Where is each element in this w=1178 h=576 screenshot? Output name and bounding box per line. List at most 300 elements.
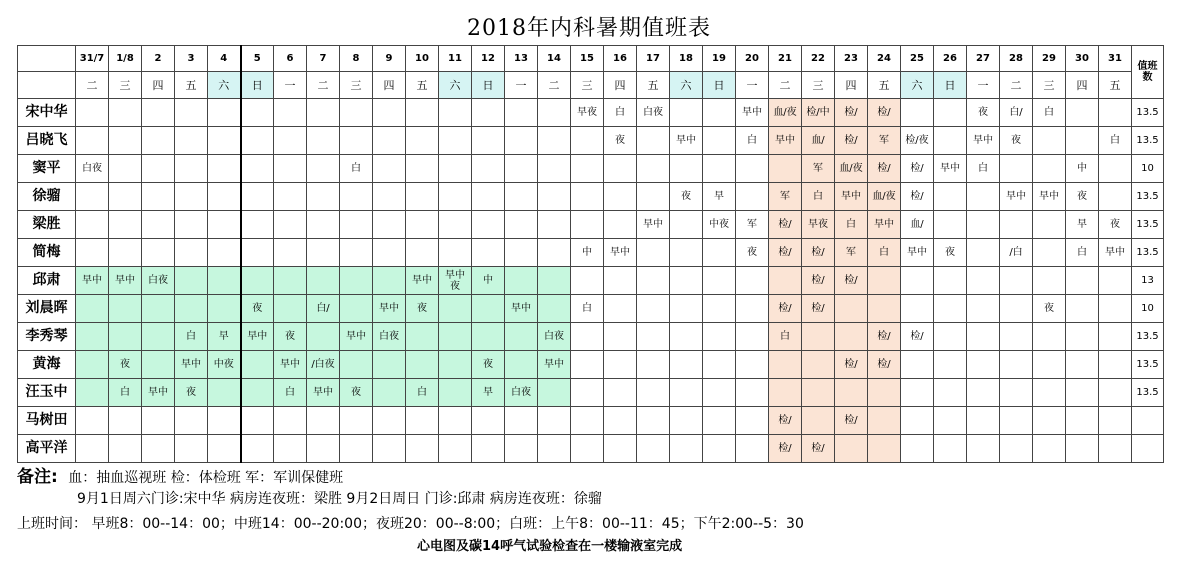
shift-cell — [142, 351, 175, 379]
shift-cell: 白 — [274, 379, 307, 407]
shift-cell — [901, 435, 934, 463]
notes-weekend-clinic: 9月1日周六门诊:宋中华 病房连夜班：梁胜 9月2日周日 门诊:邱肃 病房连夜班：徐骝 — [77, 491, 602, 507]
weekday-header-cell: 日 — [241, 72, 274, 99]
shift-cell — [571, 379, 604, 407]
weekday-header-cell: 二 — [1000, 72, 1033, 99]
staff-row — [18, 211, 1164, 239]
shift-cell: 检/ — [901, 323, 934, 351]
shift-cell — [439, 435, 472, 463]
shift-cell — [241, 351, 274, 379]
shift-cell: 中 — [472, 267, 505, 295]
date-header-cell: 13 — [505, 46, 538, 72]
shift-cell — [571, 407, 604, 435]
shift-cell — [1099, 351, 1132, 379]
shift-cell: 夜 — [406, 295, 439, 323]
shift-cell: 早中 — [637, 211, 670, 239]
shift-cell — [241, 267, 274, 295]
weekday-header-cell: 三 — [340, 72, 373, 99]
notes-shift-hours: 上班时间： 早班8：00--14：00；中班14：00--20:00；夜班20：00--8:00；白班：上午8：00--11：45；下午2:00--5：30 — [17, 516, 804, 532]
shift-cell — [340, 127, 373, 155]
shift-cell — [373, 99, 406, 127]
shift-cell: 白夜 — [505, 379, 538, 407]
shift-cell — [373, 379, 406, 407]
shift-cell — [373, 239, 406, 267]
staff-row — [18, 127, 1164, 155]
shift-cell: 白 — [1099, 127, 1132, 155]
shift-cell — [703, 407, 736, 435]
shift-cell — [934, 127, 967, 155]
shift-cell — [736, 155, 769, 183]
shift-cell: 白 — [109, 379, 142, 407]
shift-cell — [934, 211, 967, 239]
staff-name-cell: 李秀琴 — [18, 323, 76, 351]
shift-cell: 军 — [868, 127, 901, 155]
shift-cell — [901, 295, 934, 323]
shift-cell — [340, 407, 373, 435]
shift-cell: 夜 — [1000, 127, 1033, 155]
date-header-cell: 30 — [1066, 46, 1099, 72]
staff-name-cell: 宋中华 — [18, 99, 76, 127]
shift-cell: 夜 — [472, 351, 505, 379]
shift-cell — [604, 295, 637, 323]
shift-total-cell: 13.5 — [1132, 183, 1164, 211]
shift-cell: 白 — [406, 379, 439, 407]
shift-cell: 中夜 — [703, 211, 736, 239]
shift-cell: 白/ — [1000, 99, 1033, 127]
date-header-cell: 12 — [472, 46, 505, 72]
shift-cell — [175, 295, 208, 323]
weekday-header-cell: 日 — [472, 72, 505, 99]
shift-cell — [1033, 239, 1066, 267]
staff-name-cell: 梁胜 — [18, 211, 76, 239]
shift-cell — [802, 407, 835, 435]
shift-cell: 检/ — [802, 239, 835, 267]
weekday-header-cell: 六 — [439, 72, 472, 99]
shift-cell — [142, 323, 175, 351]
shift-cell — [736, 323, 769, 351]
shift-cell: 夜 — [274, 323, 307, 351]
shift-cell — [406, 323, 439, 351]
shift-cell — [538, 127, 571, 155]
shift-cell — [934, 407, 967, 435]
shift-cell — [505, 267, 538, 295]
shift-cell — [703, 127, 736, 155]
shift-cell — [1033, 379, 1066, 407]
shift-cell — [76, 379, 109, 407]
shift-cell — [1033, 435, 1066, 463]
date-header-cell: 14 — [538, 46, 571, 72]
shift-cell — [76, 295, 109, 323]
shift-cell — [373, 407, 406, 435]
shift-cell: 检/ — [835, 99, 868, 127]
shift-cell — [505, 435, 538, 463]
shift-cell — [1033, 323, 1066, 351]
date-header-cell: 10 — [406, 46, 439, 72]
shift-cell: 夜 — [1099, 211, 1132, 239]
shift-cell — [703, 295, 736, 323]
date-header-cell: 22 — [802, 46, 835, 72]
date-header-cell: 5 — [241, 46, 274, 72]
shift-cell — [736, 435, 769, 463]
shift-cell — [1000, 211, 1033, 239]
shift-cell — [934, 183, 967, 211]
shift-cell — [373, 183, 406, 211]
date-header-cell: 6 — [274, 46, 307, 72]
shift-cell — [208, 183, 241, 211]
shift-cell — [538, 211, 571, 239]
shift-cell — [274, 267, 307, 295]
notes-legend: 血：抽血巡视班 检：体检班 军：军训保健班 — [68, 470, 344, 486]
shift-cell — [109, 155, 142, 183]
shift-cell — [637, 267, 670, 295]
staff-name-cell: 高平洋 — [18, 435, 76, 463]
shift-cell — [901, 379, 934, 407]
shift-cell — [472, 155, 505, 183]
shift-cell — [307, 407, 340, 435]
shift-cell — [373, 155, 406, 183]
shift-cell — [571, 435, 604, 463]
staff-name-cell: 吕晓飞 — [18, 127, 76, 155]
shift-cell — [505, 351, 538, 379]
shift-cell — [1099, 435, 1132, 463]
shift-cell: 早中 — [736, 99, 769, 127]
shift-cell: 早夜 — [571, 99, 604, 127]
shift-cell — [967, 267, 1000, 295]
weekday-header-cell: 三 — [109, 72, 142, 99]
notes-label: 备注: — [17, 467, 58, 487]
shift-cell — [307, 211, 340, 239]
date-header-cell: 7 — [307, 46, 340, 72]
staff-name-cell: 汪玉中 — [18, 379, 76, 407]
shift-cell: /白夜 — [307, 351, 340, 379]
weekday-header-cell: 二 — [538, 72, 571, 99]
shift-cell: 夜 — [736, 239, 769, 267]
shift-cell — [670, 435, 703, 463]
shift-cell — [901, 407, 934, 435]
shift-cell — [538, 435, 571, 463]
shift-cell — [505, 323, 538, 351]
date-header-cell: 31 — [1099, 46, 1132, 72]
shift-cell — [406, 435, 439, 463]
shift-cell — [175, 99, 208, 127]
shift-total-cell: 13.5 — [1132, 127, 1164, 155]
shift-cell — [604, 407, 637, 435]
shift-cell — [1033, 127, 1066, 155]
shift-cell — [340, 295, 373, 323]
shift-cell: 夜 — [175, 379, 208, 407]
staff-row — [18, 379, 1164, 407]
shift-cell — [274, 183, 307, 211]
staff-row — [18, 351, 1164, 379]
shift-cell — [472, 99, 505, 127]
shift-cell — [703, 323, 736, 351]
shift-cell: 检/ — [901, 155, 934, 183]
shift-cell — [142, 407, 175, 435]
date-header-cell: 19 — [703, 46, 736, 72]
shift-cell — [967, 295, 1000, 323]
shift-cell — [208, 267, 241, 295]
staff-name-cell: 窦平 — [18, 155, 76, 183]
shift-cell: 检/ — [835, 127, 868, 155]
date-header-cell: 31/7 — [76, 46, 109, 72]
shift-cell — [142, 295, 175, 323]
shift-cell — [406, 127, 439, 155]
shift-cell — [835, 379, 868, 407]
shift-cell — [538, 183, 571, 211]
shift-cell — [604, 379, 637, 407]
shift-cell: 早中 — [901, 239, 934, 267]
shift-cell — [439, 183, 472, 211]
date-header-cell: 20 — [736, 46, 769, 72]
date-header-cell: 23 — [835, 46, 868, 72]
shift-cell — [472, 211, 505, 239]
shift-cell — [142, 99, 175, 127]
shift-cell: 白 — [175, 323, 208, 351]
shift-cell — [670, 295, 703, 323]
shift-cell — [505, 155, 538, 183]
shift-cell: 白 — [340, 155, 373, 183]
shift-cell: 白夜 — [637, 99, 670, 127]
shift-cell — [604, 323, 637, 351]
shift-cell — [208, 379, 241, 407]
shift-cell — [1000, 267, 1033, 295]
shift-cell — [307, 99, 340, 127]
shift-cell: 检/ — [868, 351, 901, 379]
shift-cell — [274, 211, 307, 239]
date-header-cell: 18 — [670, 46, 703, 72]
weekday-header-cell: 日 — [703, 72, 736, 99]
shift-cell — [637, 323, 670, 351]
shift-cell — [340, 183, 373, 211]
shift-cell — [1066, 351, 1099, 379]
shift-cell: 早中 — [340, 323, 373, 351]
shift-cell — [1099, 323, 1132, 351]
shift-cell — [604, 267, 637, 295]
shift-cell: 白 — [769, 323, 802, 351]
shift-cell: 早中 — [241, 323, 274, 351]
weekday-header-cell: 三 — [1033, 72, 1066, 99]
shift-cell — [175, 267, 208, 295]
shift-cell — [835, 323, 868, 351]
shift-cell — [406, 211, 439, 239]
shift-cell — [175, 127, 208, 155]
weekday-header-cell: 四 — [835, 72, 868, 99]
shift-cell — [967, 407, 1000, 435]
shift-cell — [967, 379, 1000, 407]
date-header-cell: 29 — [1033, 46, 1066, 72]
shift-cell: 血/夜 — [868, 183, 901, 211]
shift-cell — [439, 239, 472, 267]
shift-cell — [736, 379, 769, 407]
date-header-cell: 28 — [1000, 46, 1033, 72]
shift-cell — [439, 351, 472, 379]
shift-cell — [670, 323, 703, 351]
shift-cell — [967, 239, 1000, 267]
shift-cell — [406, 183, 439, 211]
shift-cell — [472, 295, 505, 323]
shift-cell — [142, 155, 175, 183]
shift-cell — [637, 435, 670, 463]
shift-cell — [109, 435, 142, 463]
shift-cell — [175, 211, 208, 239]
shift-cell — [835, 435, 868, 463]
shift-cell — [505, 99, 538, 127]
shift-cell — [406, 351, 439, 379]
shift-cell: 白 — [868, 239, 901, 267]
shift-cell — [175, 239, 208, 267]
shift-total-cell: 13.5 — [1132, 323, 1164, 351]
shift-cell: 白/ — [307, 295, 340, 323]
shift-cell — [934, 435, 967, 463]
shift-cell — [241, 379, 274, 407]
shift-cell — [637, 127, 670, 155]
weekday-header-cell: 五 — [868, 72, 901, 99]
date-header-cell: 4 — [208, 46, 241, 72]
shift-cell — [373, 351, 406, 379]
shift-cell — [175, 155, 208, 183]
shift-total-cell: 13.5 — [1132, 379, 1164, 407]
shift-cell — [538, 267, 571, 295]
shift-total-cell: 10 — [1132, 295, 1164, 323]
shift-cell — [1066, 295, 1099, 323]
shift-cell — [967, 183, 1000, 211]
staff-row — [18, 239, 1164, 267]
shift-cell: 军 — [736, 211, 769, 239]
shift-cell — [439, 379, 472, 407]
shift-cell: 早中 — [505, 295, 538, 323]
date-header-cell: 27 — [967, 46, 1000, 72]
shift-cell — [208, 99, 241, 127]
shift-cell — [340, 435, 373, 463]
shift-cell — [1033, 211, 1066, 239]
shift-cell — [571, 127, 604, 155]
shift-cell — [472, 239, 505, 267]
shift-cell — [76, 183, 109, 211]
shift-cell: 早中 — [934, 155, 967, 183]
shift-cell — [505, 127, 538, 155]
staff-row — [18, 155, 1164, 183]
shift-cell — [109, 407, 142, 435]
shift-total-cell — [1132, 407, 1164, 435]
shift-cell — [274, 407, 307, 435]
shift-cell — [274, 295, 307, 323]
shift-cell — [373, 435, 406, 463]
shift-cell — [736, 267, 769, 295]
shift-cell: 血/夜 — [835, 155, 868, 183]
shift-cell: 白夜 — [538, 323, 571, 351]
shift-cell — [505, 239, 538, 267]
shift-cell: 军 — [769, 183, 802, 211]
date-header-cell: 17 — [637, 46, 670, 72]
shift-cell: 早中 — [1033, 183, 1066, 211]
shift-cell — [670, 267, 703, 295]
shift-cell — [670, 379, 703, 407]
shift-cell — [934, 351, 967, 379]
shift-cell — [604, 183, 637, 211]
shift-cell: 检/夜 — [901, 127, 934, 155]
shift-cell — [1000, 379, 1033, 407]
shift-cell — [505, 211, 538, 239]
shift-cell: 白 — [736, 127, 769, 155]
shift-cell: 早中 — [175, 351, 208, 379]
shift-cell — [967, 211, 1000, 239]
shift-total-cell: 13.5 — [1132, 351, 1164, 379]
shift-cell — [472, 407, 505, 435]
weekday-header-cell: 五 — [637, 72, 670, 99]
shift-cell — [406, 155, 439, 183]
shift-cell — [538, 239, 571, 267]
shift-cell — [307, 127, 340, 155]
weekday-header-cell: 一 — [736, 72, 769, 99]
shift-cell — [802, 323, 835, 351]
shift-cell — [1000, 323, 1033, 351]
shift-cell — [1066, 323, 1099, 351]
weekday-header-cell: 四 — [373, 72, 406, 99]
shift-cell — [1000, 351, 1033, 379]
weekday-header-cell: 六 — [670, 72, 703, 99]
shift-cell — [703, 435, 736, 463]
date-header-cell: 2 — [142, 46, 175, 72]
shift-cell — [373, 127, 406, 155]
shift-cell — [538, 295, 571, 323]
shift-cell: 检/ — [802, 435, 835, 463]
staff-name-cell: 简梅 — [18, 239, 76, 267]
shift-cell: 夜 — [1033, 295, 1066, 323]
shift-cell — [670, 407, 703, 435]
shift-cell — [109, 295, 142, 323]
shift-cell — [703, 99, 736, 127]
staff-name-cell: 马树田 — [18, 407, 76, 435]
shift-cell — [736, 183, 769, 211]
shift-cell — [208, 127, 241, 155]
shift-cell: 检/ — [835, 267, 868, 295]
shift-cell — [538, 407, 571, 435]
shift-cell: 白夜 — [373, 323, 406, 351]
weekday-header-cell: 三 — [571, 72, 604, 99]
shift-cell — [736, 295, 769, 323]
shift-cell — [472, 183, 505, 211]
shift-cell — [241, 211, 274, 239]
weekday-header-cell: 二 — [307, 72, 340, 99]
shift-cell — [142, 183, 175, 211]
shift-cell — [208, 295, 241, 323]
shift-cell: 早中 — [538, 351, 571, 379]
weekday-header-cell: 一 — [967, 72, 1000, 99]
date-header-cell: 9 — [373, 46, 406, 72]
shift-cell — [1033, 351, 1066, 379]
shift-cell — [1033, 407, 1066, 435]
shift-cell — [241, 435, 274, 463]
staff-row — [18, 323, 1164, 351]
shift-cell — [274, 99, 307, 127]
shift-cell — [472, 323, 505, 351]
shift-cell: 夜 — [967, 99, 1000, 127]
total-header-cell: 值班 数 — [1132, 46, 1164, 99]
shift-cell — [109, 323, 142, 351]
shift-cell — [802, 379, 835, 407]
shift-cell: 早夜 — [802, 211, 835, 239]
shift-cell: 早中 — [307, 379, 340, 407]
shift-cell — [571, 267, 604, 295]
shift-cell — [505, 407, 538, 435]
shift-cell — [274, 239, 307, 267]
shift-cell: 检/ — [769, 239, 802, 267]
shift-cell — [868, 267, 901, 295]
shift-cell — [208, 407, 241, 435]
shift-cell — [703, 155, 736, 183]
shift-cell — [1000, 407, 1033, 435]
shift-cell — [406, 99, 439, 127]
